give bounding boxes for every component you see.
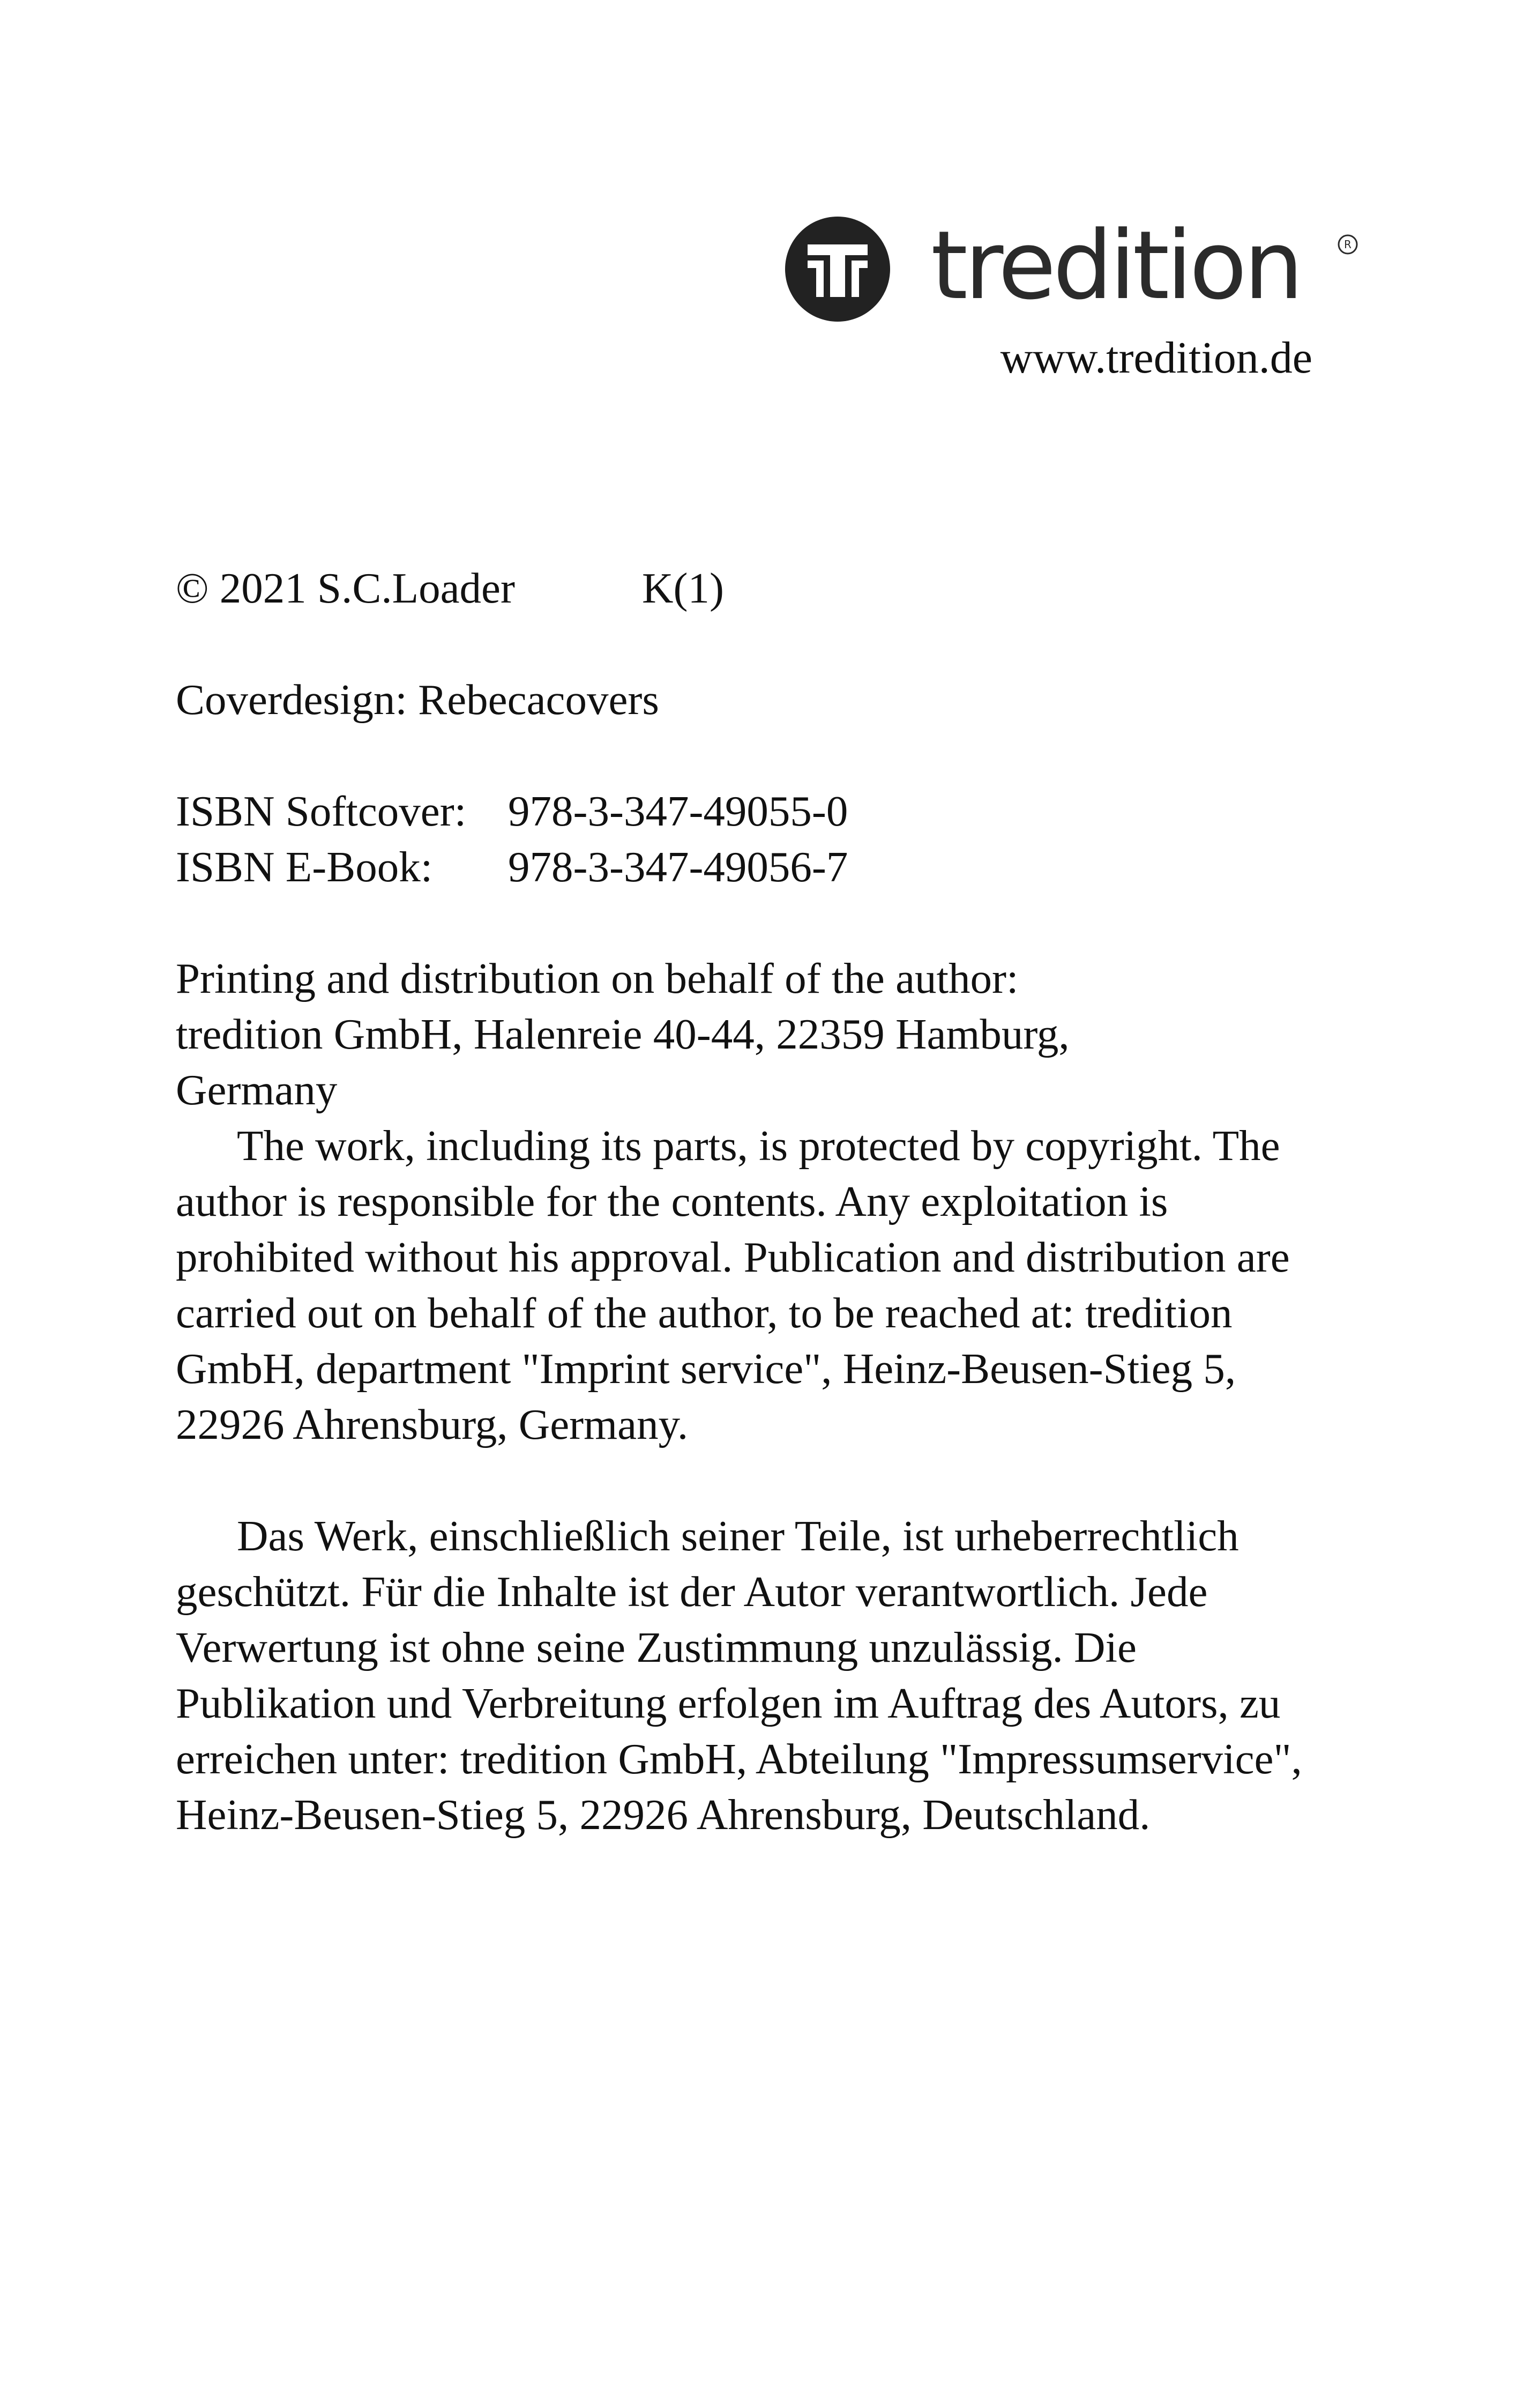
spacer — [176, 727, 1323, 783]
cover-design-credit: Coverdesign: Rebecacovers — [176, 675, 659, 724]
copyright-notice: © 2021 S.C.Loader — [176, 564, 515, 612]
printing-line-3: Germany — [176, 1066, 338, 1114]
tredition-logo — [785, 211, 1369, 324]
isbn-ebook-value: 978-3-347-49056-7 — [508, 843, 848, 891]
logo-wordmark: tredition — [931, 211, 1301, 321]
german-copyright-notice: Das Werk, einschließlich seiner Teile, ist urheberrechtlich geschützt. Für die Inhalte ist der Autor verantwortlich. Jede Verwertung ist ohne seine Zustimmung unzulässig. Die Publikation und Verbreitung erfolgen im Auftrag des Autors, zu erreichen unter: tredition GmbH, Abteilung "Impressumservice", Heinz-Beusen-Stieg 5, 22926 Ahrensburg, Deutschland. — [176, 1512, 1302, 1839]
svg-text:R: R — [1344, 238, 1352, 251]
isbn-softcover-value: 978-3-347-49055-0 — [508, 787, 848, 835]
english-copyright-notice: The work, including its parts, is protected by copyright. The author is responsible for the contents. Any exploitation is prohibited without his approval. Publication and distribution are carried out on behalf of the author, to be reached at: tredition GmbH, department "Imprint service", Heinz-Beusen-Stieg 5, 22926 Ahrensburg, Germany. — [176, 1121, 1290, 1448]
publisher-website: www.tredition.de — [1000, 333, 1312, 383]
isbn-softcover — [176, 783, 1323, 839]
registered-mark-icon — [1337, 234, 1358, 255]
spacer — [176, 895, 1323, 950]
imprint-body — [176, 560, 1323, 1842]
printing-line-1: Printing and distribution on behalf of the author: — [176, 954, 1019, 1002]
spacer — [176, 616, 1323, 672]
spacer — [176, 1452, 1323, 1508]
copyright-code: K(1) — [642, 564, 724, 612]
printing-line-2: tredition GmbH, Halenreie 40-44, 22359 Hamburg, — [176, 1010, 1070, 1058]
isbn-ebook-label: ISBN E-Book: — [176, 843, 433, 891]
isbn-softcover-label: ISBN Softcover: — [176, 787, 467, 835]
isbn-ebook — [176, 839, 1323, 895]
copyright-line — [176, 560, 1323, 616]
tredition-logo-mark-icon — [785, 217, 890, 322]
